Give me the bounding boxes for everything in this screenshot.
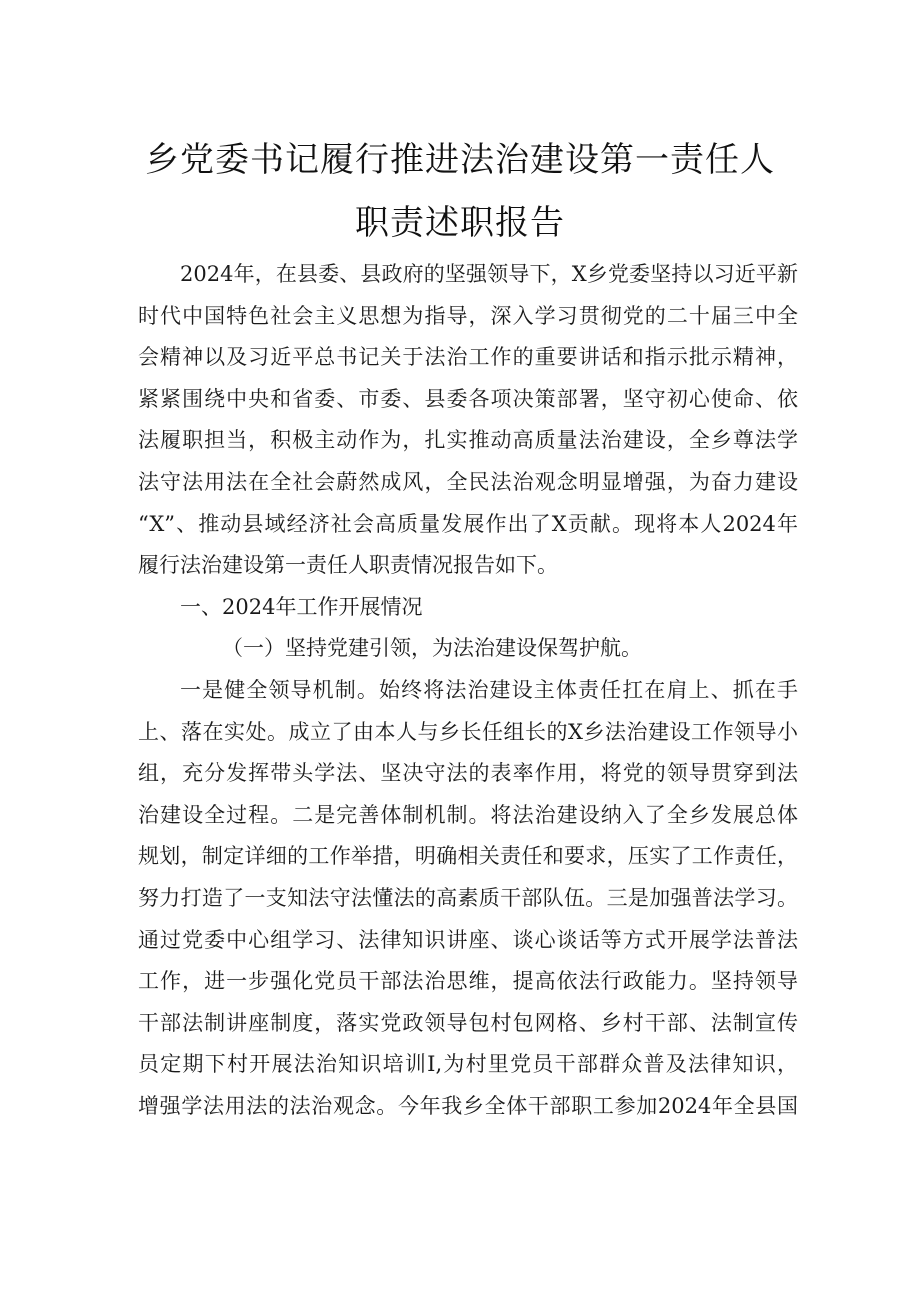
- section-heading: 一、2024年工作开展情况: [180, 594, 423, 619]
- body-line: 紧紧围绕中央和省委、市委、县委各项决策部署，坚守初心使命、依: [138, 386, 798, 411]
- body-line: “X”、推动县域经济社会高质量发展作出了X贡献。现将本人2024年: [138, 511, 798, 536]
- body-line: 2024年，在县委、县政府的坚强领导下，X乡党委坚持以习近平新: [180, 262, 798, 286]
- body-line: 履行法治建设第一责任人职责情况报告如下。: [138, 553, 558, 578]
- subsection-heading: （一）坚持党建引领，为法治建设保驾护航。: [222, 636, 642, 661]
- body-line: 时代中国特色社会主义思想为指导，深入学习贯彻党的二十届三中全: [138, 303, 798, 328]
- body-line: 工作，进一步强化党员干部法治思维，提高依法行政能力。坚持领导: [138, 969, 798, 994]
- body-line: 增强学法用法的法治观念。今年我乡全体干部职工参加2024年全县国: [138, 1093, 798, 1118]
- body-line: 法履职担当，积极主动作为，扎实推动高质量法治建设，全乡尊法学: [138, 428, 798, 453]
- document-title-line-1: 乡党委书记履行推进法治建设第一责任人: [145, 140, 775, 180]
- body-line: 上、落在实处。成立了由本人与乡长任组长的X乡法治建设工作领导小: [138, 719, 798, 744]
- document-title-line-2: 职责述职报告: [355, 203, 565, 243]
- body-line: 一是健全领导机制。始终将法治建设主体责任扛在肩上、抓在手: [180, 677, 798, 702]
- body-line: 会精神以及习近平总书记关于法治工作的重要讲话和指示批示精神，: [138, 345, 798, 370]
- body-line: 通过党委中心组学习、法律知识讲座、谈心谈话等方式开展学法普法: [138, 927, 798, 952]
- body-line: 法守法用法在全社会蔚然成风，全民法治观念明显增强，为奋力建设: [138, 469, 798, 494]
- document-body: [138, 254, 798, 1127]
- body-line: 组，充分发挥带头学法、坚决守法的表率作用，将党的领导贯穿到法: [138, 761, 798, 786]
- body-line: 干部法制讲座制度，落实党政领导包村包网格、乡村干部、法制宣传: [138, 1010, 798, 1035]
- body-line: 努力打造了一支知法守法懂法的高素质干部队伍。三是加强普法学习。: [138, 885, 798, 910]
- body-line: 规划，制定详细的工作举措，明确相关责任和要求，压实了工作责任，: [138, 844, 798, 869]
- body-line: 员定期下村开展法治知识培训I,为村里党员干部群众普及法律知识，: [138, 1052, 798, 1077]
- body-line: 治建设全过程。二是完善体制机制。将法治建设纳入了全乡发展总体: [138, 802, 798, 827]
